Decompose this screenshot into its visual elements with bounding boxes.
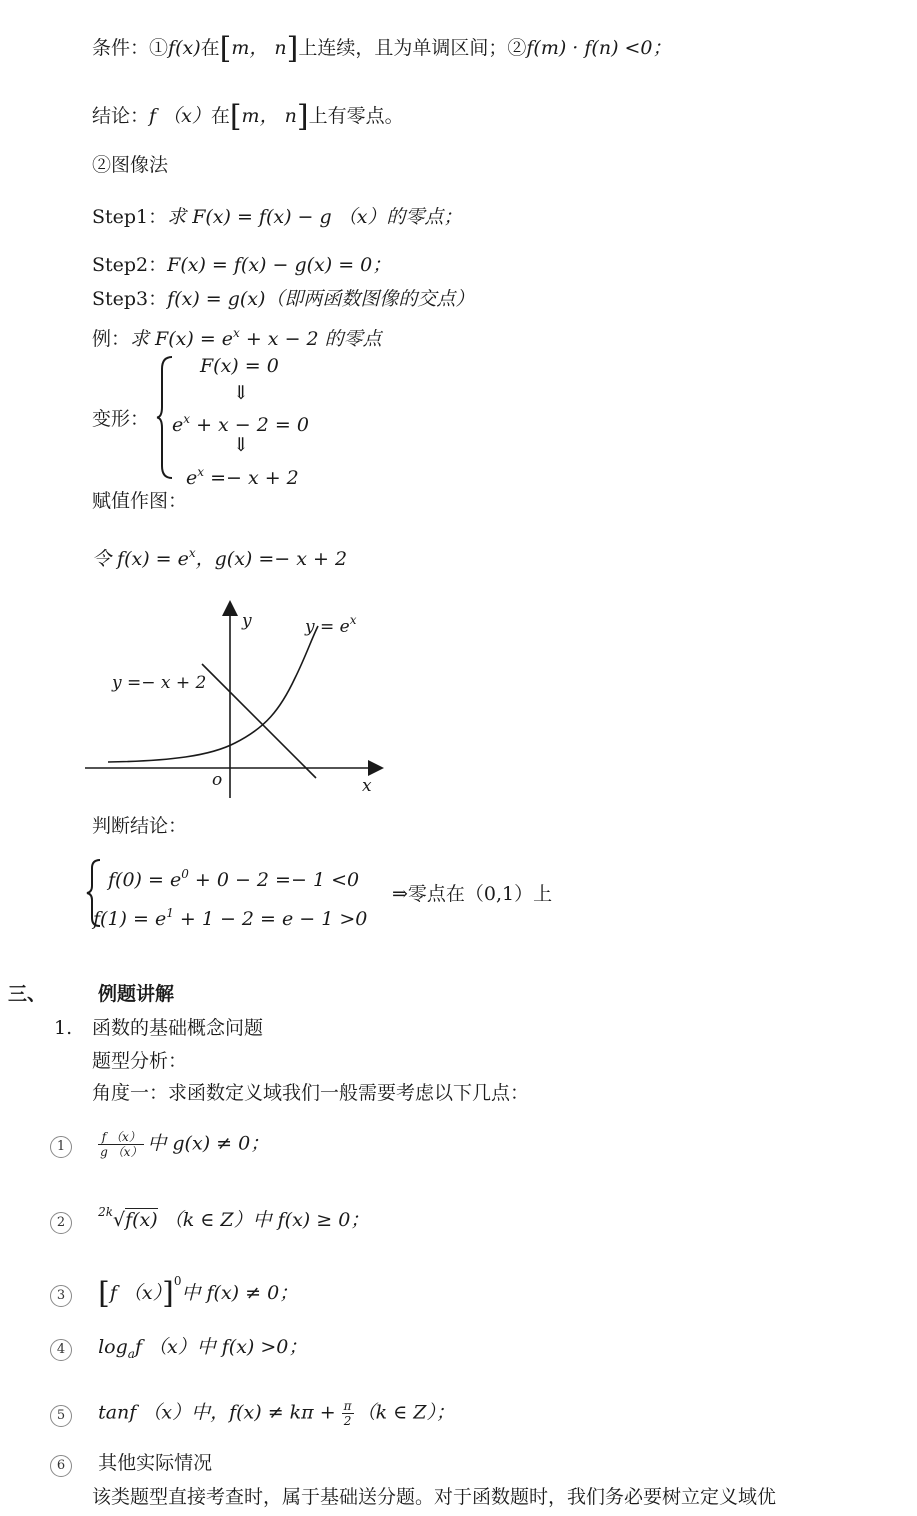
transform-arrow-2: ⇓ xyxy=(233,434,249,456)
step1-line xyxy=(92,204,462,230)
assign-heading: 赋值作图： xyxy=(92,490,188,512)
radicand: f(x) xyxy=(125,1209,158,1231)
item-number: 4 xyxy=(50,1339,72,1361)
final-paragraph: 该类题型直接考查时，属于基础送分题。对于函数题时，我们务必要树立定义域优 xyxy=(92,1486,777,1508)
judge-row-1: $f(0) = e^0 + 0 - 2 =- 1 <0$ xyxy=(108,867,360,891)
example-exp: x xyxy=(233,326,240,340)
bracket-left: [ xyxy=(219,31,232,66)
condition-label: 条件： xyxy=(92,37,150,59)
step3-text: f(x) = g(x)（即两函数图像的交点） xyxy=(167,288,475,310)
pi-fraction: $\frac{\pi}{2}$ xyxy=(343,1399,352,1428)
judge-row-2: $f(1) = e^1 + 1 - 2 = e - 1 >0$ xyxy=(93,906,368,930)
angle1-line: 角度一：求函数定义域我们一般需要考虑以下几点： xyxy=(92,1082,530,1104)
x-axis-label: x xyxy=(362,776,372,796)
step2-line xyxy=(92,252,391,278)
method2-heading: ②图像法 xyxy=(92,154,169,176)
radical-icon: √ xyxy=(113,1209,126,1231)
condition-interval: m， n xyxy=(231,37,287,59)
item-number: 2 xyxy=(50,1212,72,1234)
step2-label: Step2： xyxy=(92,254,168,276)
example-line xyxy=(92,320,382,352)
transform-line-5: $e^x =- x + 2$ xyxy=(186,465,299,489)
step3-label: Step3： xyxy=(92,288,168,310)
root-index: 2k xyxy=(98,1205,113,1219)
judge-result: ⇒零点在（0,1）上 xyxy=(392,883,553,905)
section-title: 例题讲解 xyxy=(98,983,175,1005)
condition-func: f(x) xyxy=(168,37,201,59)
domain-item-5: 5 tanf （x）中，f(x) ≠ kπ + $\frac{\pi}{2}$ （k ∈ Z）； xyxy=(50,1399,455,1428)
item-number: 5 xyxy=(50,1405,72,1427)
item-number: 6 xyxy=(50,1455,72,1477)
domain-item-4: 4 $\log_af$ （x）中 f(x) >0； xyxy=(50,1334,307,1367)
bracket-right: ] xyxy=(296,99,309,134)
domain-item-1: 1 $\frac{f (x)}{g (x)}$ 中 g(x) ≠ 0； xyxy=(50,1130,269,1159)
y-axis-label: y xyxy=(242,611,252,631)
condition-rest: 上连续，且为单调区间； xyxy=(298,37,508,59)
conclusion-in: 在 xyxy=(210,105,230,127)
line-label: y =− x + 2 xyxy=(112,673,207,693)
condition-in: 在 xyxy=(200,37,220,59)
domain-item-2: 2 $^{2k}$√f(x) （k ∈ Z）中 f(x) ≥ 0； xyxy=(50,1199,369,1234)
condition-expr: f(m) · f(n) <0； xyxy=(526,37,672,59)
transform-line-1: F(x) = 0 xyxy=(200,355,279,377)
domain-item-3: 3 [f （x）]$^0$中 f(x) ≠ 0； xyxy=(50,1268,298,1307)
conclusion-label: 结论： xyxy=(92,105,150,127)
conclusion-interval: m， n xyxy=(241,105,297,127)
condition-mark-1: ① xyxy=(149,37,169,59)
step2-text: F(x) = f(x) − g(x) = 0； xyxy=(167,254,392,276)
transform-arrow-1: ⇓ xyxy=(233,382,249,404)
judge-heading: 判断结论： xyxy=(92,815,188,837)
domain-item-6: 6 其他实际情况 xyxy=(50,1450,212,1477)
subsection-number: 1. xyxy=(54,1017,73,1039)
origin-label: o xyxy=(212,770,223,790)
subsection-title: 函数的基础概念问题 xyxy=(92,1017,264,1039)
fraction: $\frac{f (x)}{g (x)}$ xyxy=(100,1130,143,1159)
transform-label: 变形： xyxy=(92,408,150,430)
bracket-right: ] xyxy=(286,31,299,66)
curve-label: $y = e^x$ xyxy=(305,613,357,637)
conclusion-line xyxy=(92,99,404,134)
transform-line-3: $e^x + x - 2 = 0$ xyxy=(172,412,309,436)
conclusion-func: f （x） xyxy=(149,105,211,127)
example-text: 求 F(x) = e xyxy=(130,328,234,350)
step1-label: Step1： xyxy=(92,206,168,228)
step3-line xyxy=(92,286,474,312)
item-number: 1 xyxy=(50,1136,72,1158)
section-number: 三、 xyxy=(8,983,47,1005)
analysis-heading: 题型分析： xyxy=(92,1050,188,1072)
condition-mark-2: ② xyxy=(507,37,527,59)
bracket-left: [ xyxy=(229,99,242,134)
item-number: 3 xyxy=(50,1285,72,1307)
example-text2: + x − 2 的零点 xyxy=(239,328,382,350)
conclusion-rest: 上有零点。 xyxy=(308,105,404,127)
example-label: 例： xyxy=(92,328,131,350)
bracket-left: [ xyxy=(98,1276,110,1311)
linear-line xyxy=(202,664,316,778)
condition-line xyxy=(92,31,672,66)
let-line: 令 $f(x) = e^x$，g(x) =− x + 2 xyxy=(92,546,348,570)
bracket-right: ] xyxy=(162,1276,174,1311)
step1-text: 求 F(x) = f(x) − g （x）的零点； xyxy=(167,206,463,228)
